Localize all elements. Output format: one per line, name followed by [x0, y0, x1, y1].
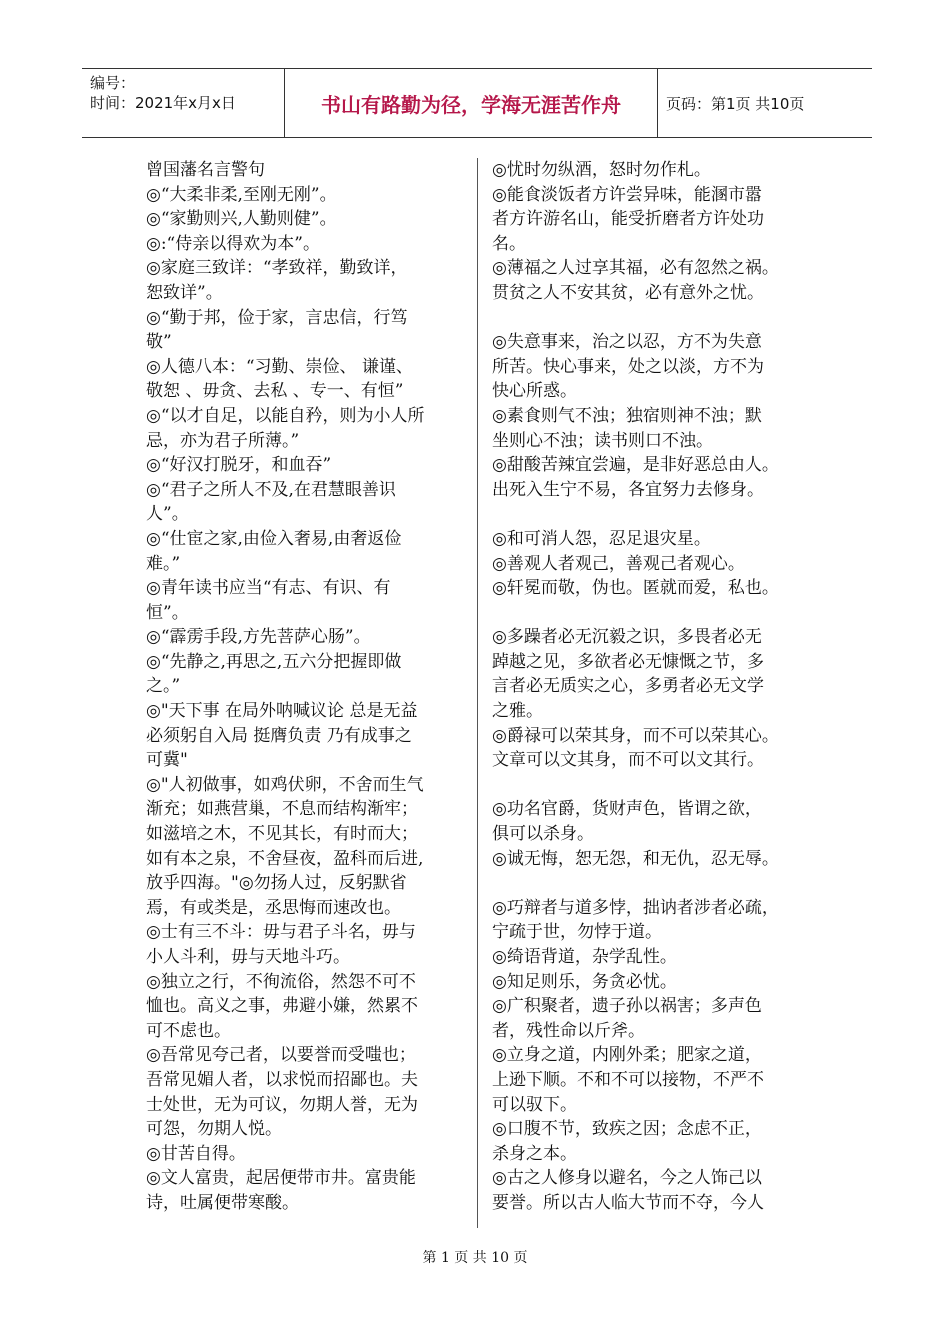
text-line: 士处世，无为可议，勿期人誉，无为: [146, 1094, 418, 1115]
text-line: 名。: [492, 233, 526, 254]
text-line: 者方许游名山，能受折磨者方许处功: [492, 209, 764, 230]
text-line: 踔越之见，多欲者必无慷慨之节，多: [492, 651, 764, 672]
text-line: ◎"人初做事，如鸡伏卵，不舍而生气: [146, 774, 424, 795]
text-line: ◎“以才自足，以能自矜，则为小人所: [146, 405, 425, 426]
text-line: [492, 601, 822, 626]
text-line: ◎“大柔非柔,至刚无刚”。: [146, 184, 337, 205]
text-line: 贯贫之人不安其贫，必有意外之忧。: [492, 282, 764, 303]
text-line: 可怨，勿期人悦。: [146, 1119, 282, 1140]
text-line: 之雅。: [492, 701, 543, 722]
text-line: ◎“仕宦之家,由俭入奢易,由奢返俭: [146, 528, 402, 549]
text-line: ◎“君子之所人不及,在君慧眼善识: [146, 479, 396, 500]
text-line: ◎口腹不节，致疾之因；念虑不正，: [492, 1119, 762, 1140]
text-line: 出死入生宁不易，各宜努力去修身。: [492, 479, 764, 500]
text-line: [492, 773, 822, 798]
text-line: ◎“勤于邦，俭于家，言忠信，行笃: [146, 307, 408, 328]
text-line: ◎知足则乐，务贪必忧。: [492, 971, 677, 992]
text-line: 难。”: [146, 553, 181, 574]
text-line: 恤也。高义之事，弗避小嫌，然累不: [146, 996, 418, 1017]
text-line: ◎人德八本：“习勤、崇俭、 谦谨、: [146, 356, 413, 377]
left-column: [146, 158, 468, 1216]
text-line: ◎爵禄可以荣其身，而不可以荣其心。: [492, 725, 779, 746]
text-line: ◎轩冕而敬，伪也。匿就而爱，私也。: [492, 578, 779, 599]
text-line: 之。”: [146, 676, 181, 697]
text-line: ◎吾常见夸己者，以要誉而受嗤也；: [146, 1045, 416, 1066]
text-line: ◎“家勤则兴,人勤则健”。: [146, 209, 337, 230]
text-line: 宁疏于世，勿悖于道。: [492, 922, 662, 943]
text-line: 渐充；如燕营巢，不息而结构渐牢；: [146, 799, 418, 820]
text-line: 必须躬自入局 挺膺负责 乃有成事之: [146, 725, 412, 746]
text-line: 忌，亦为君子所薄。”: [146, 430, 300, 451]
text-line: ◎“霹雳手段,方先菩萨心肠”。: [146, 627, 371, 648]
column-divider: [477, 158, 478, 1228]
text-line: ◎多躁者必无沉毅之识，多畏者必无: [492, 627, 762, 648]
text-line: ◎和可消人怨，忍足退灾星。: [492, 528, 711, 549]
text-line: ◎“先静之,再思之,五六分把握即做: [146, 651, 402, 672]
text-line: ◎薄福之人过享其福，必有忽然之祸。: [492, 258, 779, 279]
text-line: 言者必无质实之心，多勇者必无文学: [492, 676, 764, 697]
text-line: ◎“好汉打脱牙，和血吞”: [146, 455, 332, 476]
text-line: 诗，吐属便带寒酸。: [146, 1192, 299, 1213]
text-line: 如滋培之木，不见其长，有时而大；: [146, 824, 418, 845]
text-line: [492, 306, 822, 331]
number-label: 编号：: [90, 74, 136, 92]
text-line: 者，残性命以斤斧。: [492, 1020, 645, 1041]
text-line: ◎忧时勿纵酒，怒时勿作札。: [492, 160, 711, 180]
text-line: 可不虑也。: [146, 1020, 231, 1041]
header-motto: 书山有路勤为径，学海无涯苦作舟: [284, 69, 658, 137]
text-line: ◎"天下事 在局外呐喊议论 总是无益: [146, 701, 418, 722]
text-line: ◎独立之行，不徇流俗，然怨不可不: [146, 971, 416, 992]
text-line: 放乎四海。"◎勿扬人过，反躬默省: [146, 873, 407, 894]
text-line: ◎立身之道，内刚外柔；肥家之道，: [492, 1045, 762, 1066]
text-line: 曾国藩名言警句: [146, 160, 265, 180]
text-line: 小人斗利，毋与天地斗巧。: [146, 947, 350, 967]
text-line: 人”。: [146, 504, 189, 525]
text-line: ◎广积聚者，遗子孙以祸害；多声色: [492, 996, 762, 1017]
text-line: 敬恕 、毋贪、去私 、专一、有恒”: [146, 381, 404, 402]
text-line: ◎甘苦自得。: [146, 1143, 246, 1164]
text-line: 焉，有或类是，丞思悔而速改也。: [146, 897, 401, 918]
text-line: 要誉。所以古人临大节而不夺，今人: [492, 1192, 764, 1213]
page-header: [82, 68, 872, 138]
text-line: ◎绮语背道，杂学乱性。: [492, 947, 677, 967]
text-line: 可以驭下。: [492, 1094, 577, 1115]
text-line: 恒”。: [146, 602, 189, 623]
text-line: ◎功名官爵，货财声色，皆谓之欲，: [492, 799, 762, 820]
page-footer: 第 1 页 共 10 页: [422, 1250, 528, 1266]
text-line: 可冀": [146, 750, 188, 771]
text-line: ◎文人富贵，起居便带市井。富贵能: [146, 1168, 416, 1189]
text-line: ◎士有三不斗：毋与君子斗名，毋与: [146, 922, 416, 943]
text-line: 上逊下顺。不和不可以接物，不严不: [492, 1069, 764, 1090]
text-line: ◎甜酸苦辣宜尝遍，是非好恶总由人。: [492, 455, 779, 476]
text-line: 杀身之本。: [492, 1143, 577, 1164]
header-meta: [82, 69, 284, 137]
text-line: ◎诚无悔，恕无怨，和无仇，忍无辱。: [492, 848, 779, 869]
text-line: 俱可以杀身。: [492, 824, 594, 845]
text-line: ◎能食淡饭者方许尝异味，能溷市嚣: [492, 184, 762, 205]
text-line: ◎青年读书应当“有志、有识、有: [146, 578, 391, 599]
text-line: ◎家庭三致详：“孝致祥，勤致详，: [146, 258, 408, 279]
text-line: ◎素食则气不浊；独宿则神不浊；默: [492, 405, 762, 426]
text-line: ◎古之人修身以避名，今之人饰己以: [492, 1168, 762, 1189]
text-line: 敬”: [146, 332, 172, 353]
header-page-info: 页码：第1页 共10页: [666, 94, 805, 113]
text-line: 所苦。快心事来，处之以淡，方不为: [492, 356, 764, 377]
text-line: ◎善观人者观己，善观己者观心。: [492, 553, 745, 574]
text-line: 文章可以文其身，而不可以文其行。: [492, 750, 764, 771]
text-line: 恕致详”。: [146, 282, 223, 303]
text-line: [492, 502, 822, 527]
text-line: 如有本之泉，不舍昼夜，盈科而后进,: [146, 848, 424, 869]
text-line: ◎巧辩者与道多悖，拙讷者涉者必疏，: [492, 897, 779, 918]
text-line: 坐则心不浊；读书则口不浊。: [492, 430, 713, 451]
text-line: 吾常见媚人者，以求悦而招鄙也。夫: [146, 1069, 418, 1090]
text-line: 快心所惑。: [492, 381, 577, 402]
text-line: ◎失意事来，治之以忍，方不为失意: [492, 332, 762, 353]
text-line: [492, 871, 822, 896]
date-label: 时间：2021年x月x日: [90, 94, 236, 112]
right-column: [492, 158, 822, 1216]
text-line: ◎:“侍亲以得欢为本”。: [146, 233, 320, 254]
